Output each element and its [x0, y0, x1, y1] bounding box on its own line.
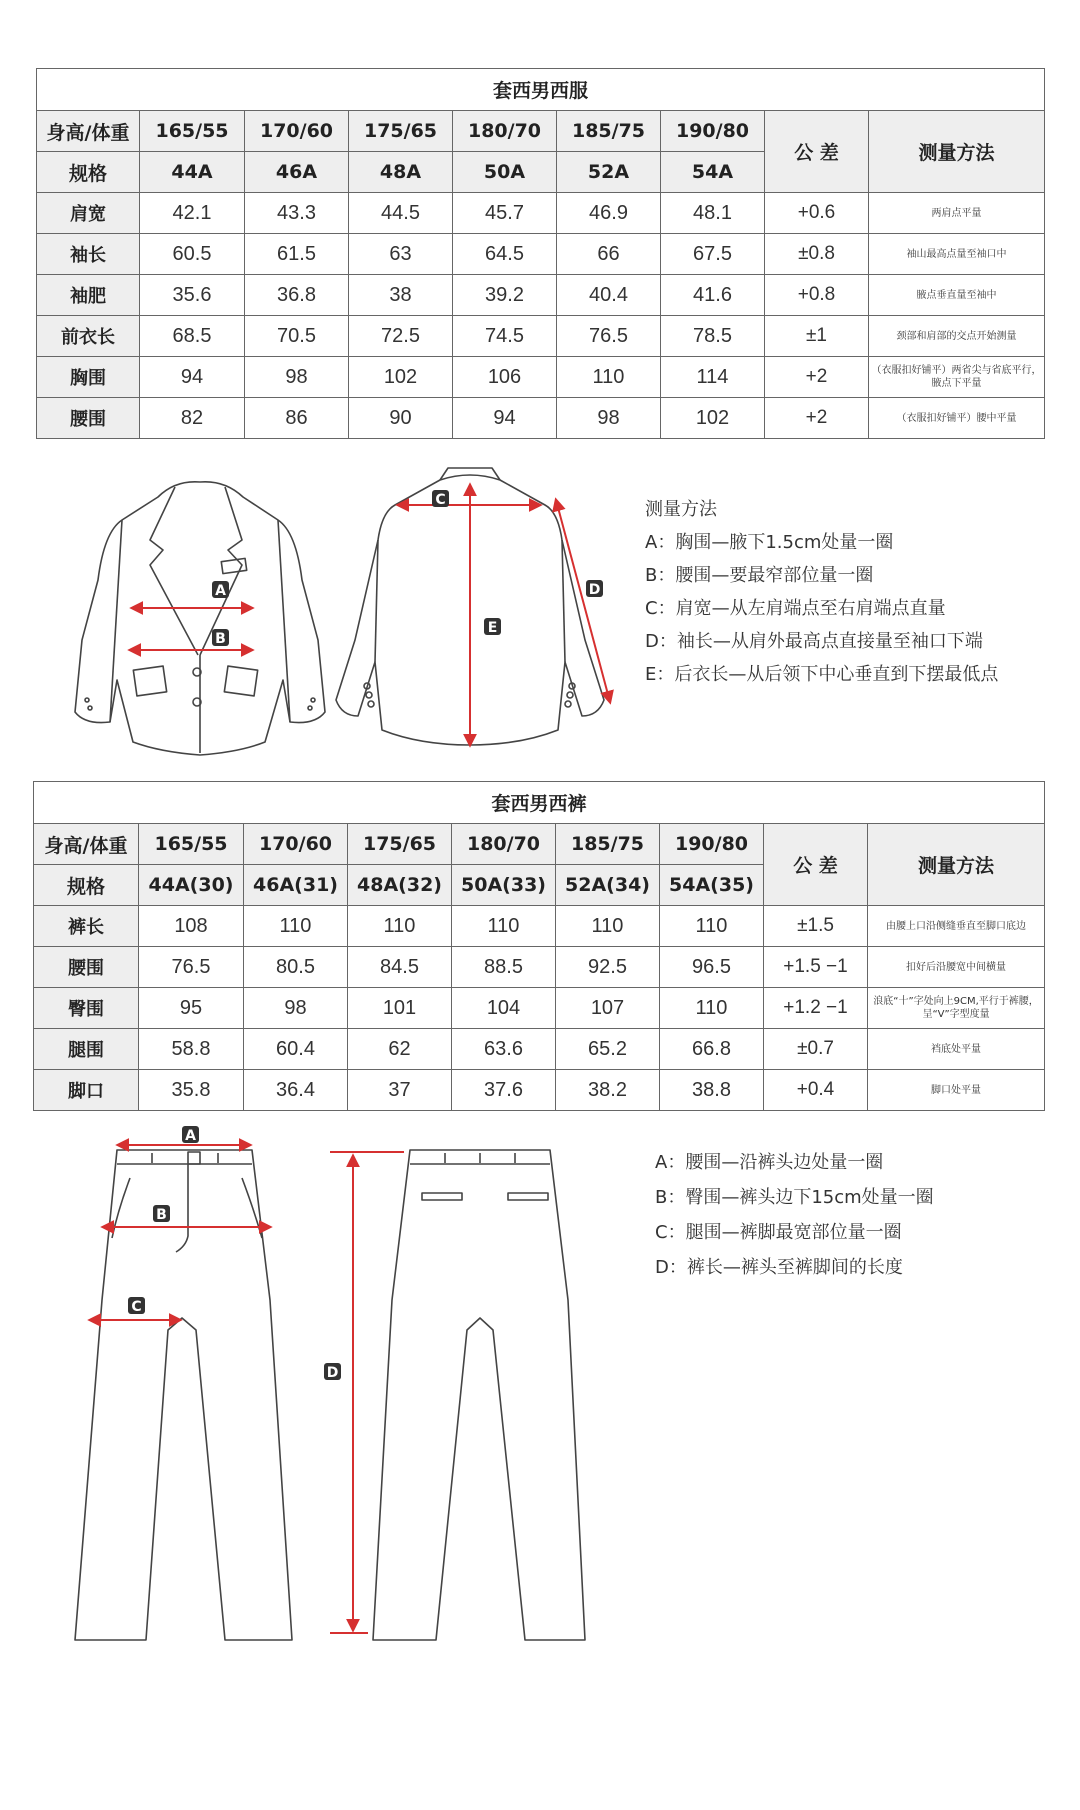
cell-value: 110 [557, 357, 661, 398]
tolerance-value: +1.2 −1 [764, 988, 868, 1029]
cell-value: 40.4 [557, 275, 661, 316]
method-text: 颈部和肩部的交点开始测量 [869, 316, 1045, 357]
method-text: 脚口处平量 [868, 1070, 1045, 1111]
cell-value: 63.6 [452, 1029, 556, 1070]
marker-c-pants-label: C [131, 1299, 142, 1315]
method-text: （衣服扣好铺平）腰中平量 [869, 398, 1045, 439]
tolerance-value: +1.5 −1 [764, 947, 868, 988]
cell-value: 46.9 [557, 193, 661, 234]
legend-title: 测量方法 [645, 499, 717, 520]
cell-value: 36.4 [244, 1070, 348, 1111]
cell-value: 37 [348, 1070, 452, 1111]
size-col-1: 44A(30) [139, 865, 244, 906]
cell-value: 84.5 [348, 947, 452, 988]
legend-item: C：腿围—裤脚最宽部位量一圈 [655, 1222, 902, 1243]
cell-value: 110 [348, 906, 452, 947]
cell-value: 76.5 [557, 316, 661, 357]
tolerance-value: +0.4 [764, 1070, 868, 1111]
cell-value: 94 [140, 357, 245, 398]
cell-value: 64.5 [453, 234, 557, 275]
height-col-2: 170/60 [245, 111, 349, 152]
legend-item: C：肩宽—从左肩端点至右肩端点直量 [645, 598, 946, 619]
size-col-2: 46A(31) [244, 865, 348, 906]
cell-value: 65.2 [556, 1029, 660, 1070]
marker-b-jacket [212, 629, 229, 647]
cell-value: 102 [661, 398, 765, 439]
cell-value: 38.2 [556, 1070, 660, 1111]
marker-e-jacket [484, 618, 501, 636]
size-label: 规格 [34, 865, 139, 906]
height-col-6: 190/80 [660, 824, 764, 865]
row-label: 袖长 [37, 234, 140, 275]
table-row [34, 1070, 1045, 1111]
cell-value: 110 [660, 988, 764, 1029]
cell-value: 66.8 [660, 1029, 764, 1070]
marker-b-pants [153, 1205, 170, 1223]
cell-value: 70.5 [245, 316, 349, 357]
cell-value: 74.5 [453, 316, 557, 357]
cell-value: 61.5 [245, 234, 349, 275]
cell-value: 68.5 [140, 316, 245, 357]
cell-value: 104 [452, 988, 556, 1029]
cell-value: 39.2 [453, 275, 557, 316]
cell-value: 107 [556, 988, 660, 1029]
cell-value: 45.7 [453, 193, 557, 234]
marker-d-pants [324, 1363, 341, 1381]
method-text: 扣好后沿腰宽中间横量 [868, 947, 1045, 988]
tolerance-value: ±1.5 [764, 906, 868, 947]
cell-value: 86 [245, 398, 349, 439]
marker-a-pants-label: A [185, 1128, 196, 1144]
cell-value: 76.5 [139, 947, 244, 988]
marker-d-jacket [586, 580, 603, 598]
legend-item: B：臀围—裤头边下15cm处量一圈 [655, 1187, 934, 1208]
marker-b-pants-label: B [156, 1207, 167, 1223]
cell-value: 108 [139, 906, 244, 947]
row-label: 裤长 [34, 906, 139, 947]
tolerance-value: +0.8 [765, 275, 869, 316]
cell-value: 110 [660, 906, 764, 947]
legend-item: D：袖长—从肩外最高点直接量至袖口下端 [645, 631, 983, 652]
height-col-2: 170/60 [244, 824, 348, 865]
height-col-4: 180/70 [452, 824, 556, 865]
marker-a-jacket-label: A [215, 583, 226, 599]
legend-item: A：胸围—腋下1.5cm处量一圈 [645, 532, 894, 553]
height-weight-label: 身高/体重 [37, 111, 140, 152]
method-text: 由腰上口沿侧缝垂直至脚口底边 [868, 906, 1045, 947]
size-col-6: 54A [661, 152, 765, 193]
height-col-1: 165/55 [139, 824, 244, 865]
size-col-3: 48A [349, 152, 453, 193]
marker-e-jacket-label: E [487, 620, 498, 636]
cell-value: 42.1 [140, 193, 245, 234]
size-col-6: 54A(35) [660, 865, 764, 906]
row-label: 腰围 [37, 398, 140, 439]
tolerance-value: +2 [765, 357, 869, 398]
height-col-4: 180/70 [453, 111, 557, 152]
method-text: 浪底“十”字处向上9CM,平行于裤腰，呈“V”字型度量 [868, 988, 1045, 1029]
cell-value: 102 [349, 357, 453, 398]
height-col-5: 185/75 [557, 111, 661, 152]
pants-back-drawing [373, 1150, 585, 1640]
pants-table-title: 套西男西裤 [34, 782, 1045, 824]
pants-length-measure-line [330, 1152, 404, 1633]
method-text: 两肩点平量 [869, 193, 1045, 234]
jacket-table-title: 套西男西服 [37, 69, 1045, 111]
size-col-1: 44A [140, 152, 245, 193]
height-col-1: 165/55 [140, 111, 245, 152]
cell-value: 37.6 [452, 1070, 556, 1111]
marker-a-pants [182, 1126, 199, 1144]
cell-value: 35.8 [139, 1070, 244, 1111]
marker-c-pants [128, 1297, 145, 1315]
method-text: 裆底处平量 [868, 1029, 1045, 1070]
cell-value: 98 [245, 357, 349, 398]
cell-value: 98 [244, 988, 348, 1029]
tolerance-header: 公 差 [765, 111, 869, 193]
cell-value: 80.5 [244, 947, 348, 988]
row-label: 臀围 [34, 988, 139, 1029]
cell-value: 66 [557, 234, 661, 275]
legend-item: D：裤长—裤头至裤脚间的长度 [655, 1257, 903, 1278]
cell-value: 90 [349, 398, 453, 439]
row-label: 腰围 [34, 947, 139, 988]
marker-b-jacket-label: B [215, 631, 226, 647]
cell-value: 110 [452, 906, 556, 947]
cell-value: 94 [453, 398, 557, 439]
row-label: 肩宽 [37, 193, 140, 234]
height-col-6: 190/80 [661, 111, 765, 152]
marker-c-jacket [432, 490, 449, 508]
size-col-5: 52A(34) [556, 865, 660, 906]
cell-value: 60.5 [140, 234, 245, 275]
cell-value: 114 [661, 357, 765, 398]
tolerance-header: 公 差 [764, 824, 868, 906]
cell-value: 110 [244, 906, 348, 947]
pants-front-drawing [75, 1150, 292, 1640]
height-col-3: 175/65 [348, 824, 452, 865]
marker-d-pants-label: D [326, 1365, 339, 1381]
method-text: 腋点垂直量至袖中 [869, 275, 1045, 316]
pants-measurement-legend [655, 1145, 934, 1285]
cell-value: 110 [556, 906, 660, 947]
marker-a-jacket [212, 581, 229, 599]
row-label: 前衣长 [37, 316, 140, 357]
cell-value: 36.8 [245, 275, 349, 316]
height-weight-label: 身高/体重 [34, 824, 139, 865]
cell-value: 101 [348, 988, 452, 1029]
table-row [34, 947, 1045, 988]
height-col-5: 185/75 [556, 824, 660, 865]
method-header: 测量方法 [868, 824, 1045, 906]
cell-value: 43.3 [245, 193, 349, 234]
legend-item: A：腰围—沿裤头边处量一圈 [655, 1152, 884, 1173]
cell-value: 58.8 [139, 1029, 244, 1070]
cell-value: 63 [349, 234, 453, 275]
method-text: （衣服扣好铺平）两省尖与省底平行，腋点下平量 [869, 357, 1045, 398]
tolerance-value: ±1 [765, 316, 869, 357]
row-label: 袖肥 [37, 275, 140, 316]
pants-size-table [33, 781, 1045, 1111]
cell-value: 38 [349, 275, 453, 316]
tolerance-value: ±0.8 [765, 234, 869, 275]
size-col-5: 52A [557, 152, 661, 193]
method-header: 测量方法 [869, 111, 1045, 193]
cell-value: 44.5 [349, 193, 453, 234]
size-col-3: 48A(32) [348, 865, 452, 906]
cell-value: 96.5 [660, 947, 764, 988]
cell-value: 41.6 [661, 275, 765, 316]
cell-value: 38.8 [660, 1070, 764, 1111]
row-label: 腿围 [34, 1029, 139, 1070]
pants-front-measure-lines [90, 1145, 270, 1320]
cell-value: 78.5 [661, 316, 765, 357]
row-label: 脚口 [34, 1070, 139, 1111]
table-row [34, 1029, 1045, 1070]
tolerance-value: +2 [765, 398, 869, 439]
cell-value: 92.5 [556, 947, 660, 988]
jacket-measurement-legend [645, 493, 998, 691]
cell-value: 67.5 [661, 234, 765, 275]
cell-value: 82 [140, 398, 245, 439]
table-row [34, 988, 1045, 1029]
legend-item: B：腰围—要最窄部位量一圈 [645, 565, 874, 586]
cell-value: 98 [557, 398, 661, 439]
cell-value: 88.5 [452, 947, 556, 988]
jacket-front-drawing [75, 482, 325, 755]
jacket-front-measure-lines [130, 608, 252, 650]
size-label: 规格 [37, 152, 140, 193]
cell-value: 72.5 [349, 316, 453, 357]
cell-value: 62 [348, 1029, 452, 1070]
size-col-2: 46A [245, 152, 349, 193]
tolerance-value: ±0.7 [764, 1029, 868, 1070]
cell-value: 106 [453, 357, 557, 398]
method-text: 袖山最高点量至袖口中 [869, 234, 1045, 275]
cell-value: 35.6 [140, 275, 245, 316]
row-label: 胸围 [37, 357, 140, 398]
height-col-3: 175/65 [349, 111, 453, 152]
cell-value: 95 [139, 988, 244, 1029]
tolerance-value: +0.6 [765, 193, 869, 234]
legend-item: E：后衣长—从后领下中心垂直到下摆最低点 [645, 664, 999, 685]
marker-c-jacket-label: C [435, 492, 446, 508]
size-col-4: 50A(33) [452, 865, 556, 906]
size-col-4: 50A [453, 152, 557, 193]
marker-d-jacket-label: D [588, 582, 601, 598]
cell-value: 60.4 [244, 1029, 348, 1070]
table-row [34, 906, 1045, 947]
cell-value: 48.1 [661, 193, 765, 234]
